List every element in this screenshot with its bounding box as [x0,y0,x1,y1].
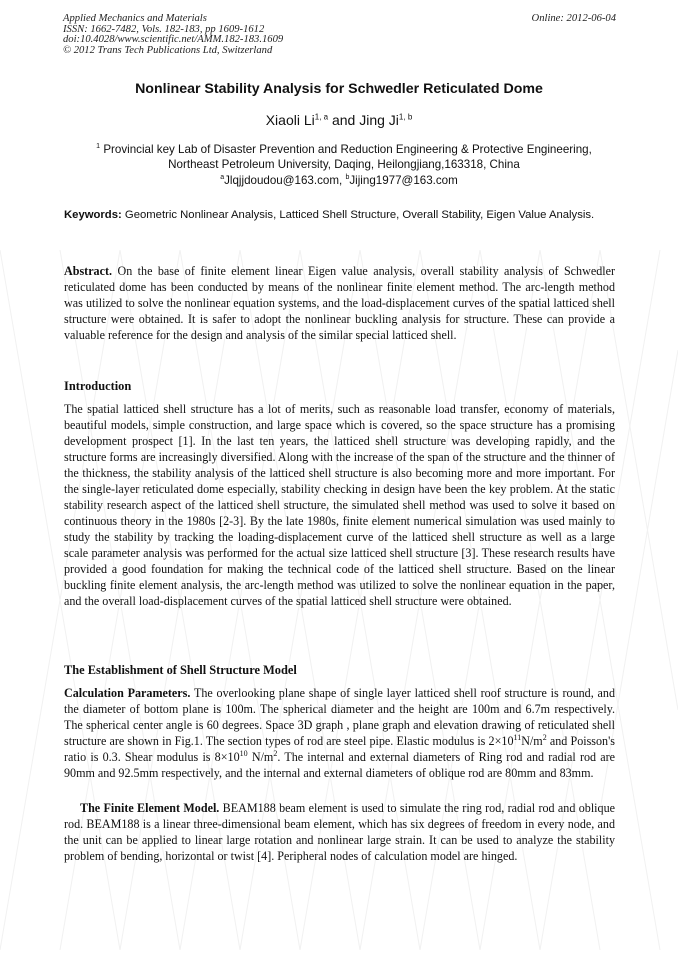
calculation-parameters-label: Calculation Parameters. [64,686,191,700]
online-date: Online: 2012-06-04 [531,13,616,24]
keywords-text: Geometric Nonlinear Analysis, Latticed Shell Structure, Overall Stability, Eigen Value Analysis. [121,209,595,221]
author-1-affil-mark: 1, a [314,112,329,122]
email-a-mark: a [220,174,225,182]
affiliation-mark: 1 [96,143,101,150]
author-2-affil-mark: 1, b [398,112,413,122]
email-b: Jijing1977@163.com [349,174,458,187]
calc-sup-3: 10 [239,748,248,758]
affiliation-line-2: Northeast Petroleum University, Daqing, Heilongjiang,163318, China [168,158,520,172]
email-a: Jlqjjdoudou@163.com, [224,174,346,187]
doi-line: doi:10.4028/www.scientific.net/AMM.182-183.1609 [63,34,284,46]
calc-sup-4: 2 [273,748,278,758]
establishment-heading: The Establishment of Shell Structure Model [64,663,297,677]
email-b-mark: b [345,174,350,182]
calc-sup-1: 11 [513,732,522,742]
author-2: Jing Ji [359,112,399,128]
keywords-label: Keywords: [64,209,122,221]
issn-line: ISSN: 1662-7482, Vols. 182-183, pp 1609-1612 [63,23,265,35]
journal-header [63,14,616,56]
abstract-label: Abstract. [64,264,113,278]
abstract-text: On the base of finite element linear Eigen value analysis, overall stability analysis of Schwedler reticulated dome has been conducted by means of the nonlinear finite element method. The arc-length method was utilized to solve the nonlinear equation systems, and the load-displacement curves of the spatial latticed shell structure were obtained. It is safer to adopt the nonlinear buckling analysis for structure. These can provide a valuable reference for the design and analysis of the similar special latticed shell. [64,264,615,342]
author-conjunction: and [328,112,360,128]
introduction-text: The spatial latticed shell structure has a lot of merits, such as reasonable load transfer, economy of materials, beautiful models, simple construction, and large space which is covered, so the space structure has a promising development prospect [1]. In the last ten years, the latticed shell structure was developing rapidly, and the structure forms are increasingly diversified. Along with the increase of the span of the structure and the thinner of the thickness, the stability analysis of the latticed shell structure is also becoming more and more important. For the single-layer reticulated dome especially, stability checking in design have been the key problem. At the static stability research aspect of the latticed shell structure, the simulated shell method was used to solve it based on continuous theory in the 1980s [2-3]. By the late 1980s, finite element numerical simulation was used mainly to study the stability by tracking the loading-displacement curve of the latticed shell structure as well as a large scale parameter analysis was performed for the actual size latticed shell structure [3]. These research results have provided a good foundation for making the technical code of the latticed shell structure. Based on the linear buckling finite element analysis, the arc-length method was utilized to solve the nonlinear equation in the paper, and the overall load-displacement curves of the spatial latticed shell structure were obtained. [64,402,615,608]
affiliation-line-1: Provincial key Lab of Disaster Prevention and Reduction Engineering & Protective Engineering, [103,142,592,156]
calc-text-3: and Poisson's ratio is 0.3. Shear modulus is 8×10 [64,734,615,764]
calculation-parameters-paragraph [64,685,615,781]
author-1: Xiaoli Li [265,112,315,128]
author-emails [0,174,678,187]
calc-sup-2: 2 [542,732,547,742]
paper-title: Nonlinear Stability Analysis for Schwedler Reticulated Dome [135,81,543,97]
finite-element-model-paragraph [64,800,615,864]
calc-text-5: . The internal and external diameters of Ring rod and radial rod are 90mm and 92.5mm respectively, and the internal and external diameters of oblique rod are 80mm and 83mm. [64,750,616,780]
calc-text-4: N/m [247,750,274,764]
author-line [0,112,678,128]
fem-label: The Finite Element Model. [80,801,220,815]
introduction-heading: Introduction [64,379,132,393]
calc-text-1: The overlooking plane shape of single layer latticed shell roof structure is round, and the diameter of bottom plane is 100m. The spherical diameter and the height are 100m and 6.7m respectively. The spherical center angle is 60 degrees. Space 3D graph , plane graph and elevation drawing of reticulated shell structure are shown in Fig.1. The section types of rod are steel pipe. Elastic modulus is 2×10 [64,686,616,748]
affiliation [64,139,624,172]
journal-name: Applied Mechanics and Materials [63,13,207,24]
keywords [64,208,615,222]
abstract [64,263,615,343]
calc-text-2: N/m [521,734,543,748]
fem-text: BEAM188 beam element is used to simulate the ring rod, radial rod and oblique rod. BEAM188 is a linear three-dimensional beam element, which has six degrees of freedom in every node, and the unit can be applied to linear large rotation and nonlinear large strain. It can be used to analyze the stability problem of bending, horizontal or twist [4]. Peripheral nodes of calculation model are hinged. [64,801,615,863]
copyright-line: © 2012 Trans Tech Publications Ltd, Switzerland [63,44,273,56]
